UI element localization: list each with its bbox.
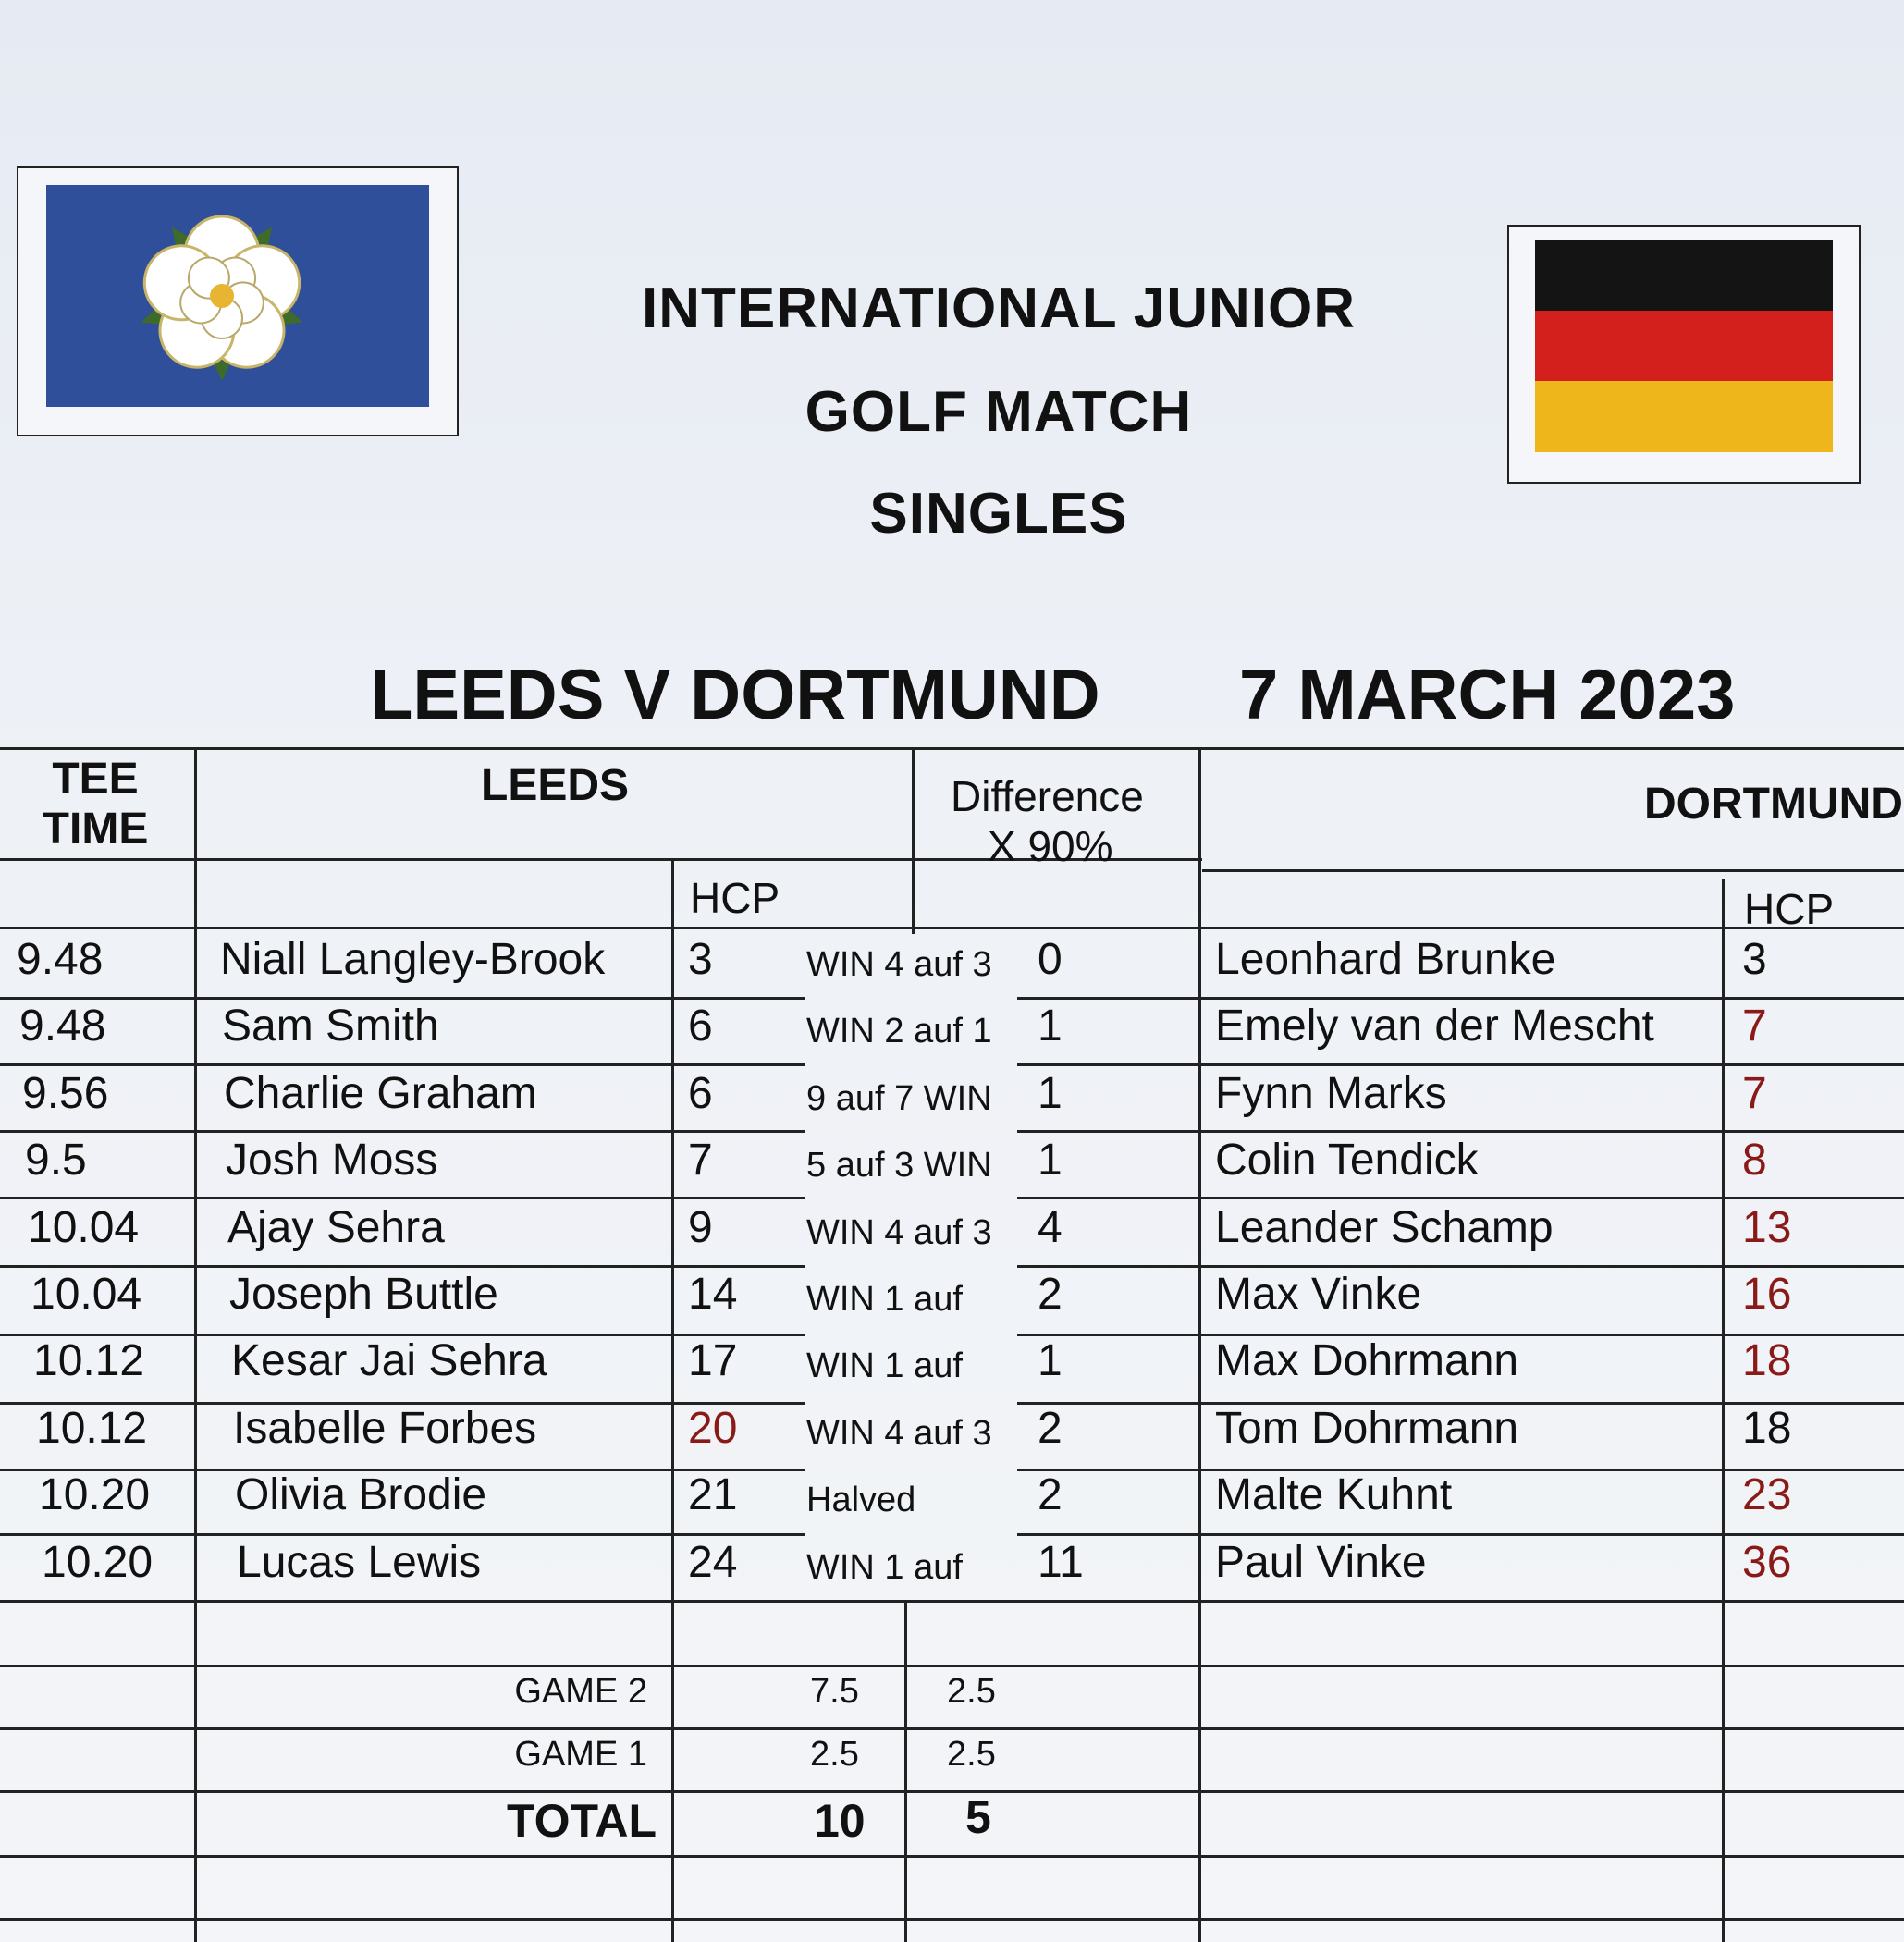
grid-vline-diff-left (912, 749, 915, 934)
dortmund-player-cell: Max Vinke (1215, 1270, 1422, 1319)
leeds-player-cell: Sam Smith (222, 1002, 439, 1051)
leeds-player-cell: Lucas Lewis (237, 1537, 482, 1587)
grid-row-line (0, 997, 805, 1000)
grid-row-line-right (1017, 1665, 1904, 1667)
grid-header-line-right (1202, 869, 1904, 872)
grid-row-line (0, 1665, 805, 1667)
dortmund-hcp-cell: 8 (1742, 1136, 1767, 1186)
dortmund-hcp-cell: 18 (1742, 1336, 1792, 1386)
difference-cell: 0 (1038, 935, 1063, 984)
difference-cell: 2 (1038, 1470, 1063, 1520)
tee-time-cell: 10.12 (33, 1336, 145, 1386)
col-header-dortmund: DORTMUND (1644, 780, 1903, 829)
grid-row-line-right (1017, 1063, 1904, 1066)
dortmund-player-cell: Paul Vinke (1215, 1537, 1427, 1587)
col-header-leeds-hcp: HCP (690, 874, 780, 922)
summary-label: GAME 1 (514, 1735, 647, 1774)
title-line-3: SINGLES (869, 482, 1128, 546)
grid-vline-tee (194, 747, 197, 1942)
dortmund-player-cell: Emely van der Mescht (1215, 1002, 1654, 1051)
grid-row-line-mid (805, 1727, 1017, 1730)
total-leeds-score: 10 (814, 1795, 866, 1847)
difference-cell: 2 (1038, 1270, 1063, 1319)
col-header-time: TIME (42, 805, 149, 854)
total-label: TOTAL (506, 1795, 657, 1847)
grid-top-line (0, 747, 1904, 750)
dortmund-hcp-cell: 13 (1742, 1202, 1792, 1252)
grid-row-line (0, 1063, 805, 1066)
summary-leeds-score: 7.5 (810, 1672, 859, 1711)
grid-row-line (0, 1790, 805, 1793)
difference-cell: 1 (1038, 1002, 1063, 1051)
grid-vline-dortmund (1198, 749, 1201, 1942)
leeds-hcp-cell: 9 (688, 1202, 713, 1252)
grid-vline-summary (904, 1600, 907, 1942)
col-header-x90: X 90% (988, 822, 1113, 870)
leeds-player-cell: Ajay Sehra (227, 1202, 445, 1252)
flag-stripe-red (1535, 311, 1833, 382)
leeds-player-cell: Kesar Jai Sehra (231, 1336, 547, 1386)
difference-cell: 1 (1038, 1068, 1063, 1118)
col-header-dortmund-hcp: HCP (1744, 885, 1835, 933)
grid-vline-leeds-hcp (671, 860, 674, 1942)
grid-row-line-right (1017, 1918, 1904, 1921)
grid-row-line (0, 1533, 805, 1536)
leeds-player-cell: Olivia Brodie (235, 1470, 487, 1520)
flag-stripe-black (1535, 240, 1833, 311)
leeds-hcp-cell: 21 (688, 1470, 738, 1520)
summary-label: GAME 2 (514, 1672, 647, 1711)
flag-stripe-gold (1535, 381, 1833, 452)
dortmund-hcp-cell: 23 (1742, 1470, 1792, 1520)
title-line-1: INTERNATIONAL JUNIOR (641, 277, 1357, 340)
result-cell: Halved (806, 1481, 916, 1520)
leeds-hcp-cell: 3 (688, 935, 713, 984)
col-header-tee: TEE (52, 755, 139, 804)
grid-row-line-right (1017, 1265, 1904, 1268)
grid-row-line-right (1017, 1600, 1904, 1603)
summary-dortmund-score: 2.5 (947, 1735, 996, 1774)
result-cell: WIN 4 auf 3 (806, 1413, 992, 1453)
dortmund-player-cell: Max Dohrmann (1215, 1336, 1519, 1386)
dortmund-hcp-cell: 16 (1742, 1270, 1792, 1319)
result-cell: WIN 4 auf 3 (806, 1212, 992, 1252)
summary-leeds-score: 2.5 (810, 1735, 859, 1774)
match-date: 7 MARCH 2023 (1239, 656, 1736, 734)
white-rose-icon (46, 185, 429, 407)
leeds-hcp-cell: 14 (688, 1270, 738, 1319)
result-cell: WIN 4 auf 3 (806, 945, 992, 984)
grid-row-line-mid (805, 1600, 1017, 1603)
result-cell: WIN 1 auf (806, 1280, 963, 1319)
match-title: LEEDS V DORTMUND (370, 656, 1100, 734)
col-header-leeds: LEEDS (481, 761, 630, 810)
tee-time-cell: 10.20 (39, 1470, 151, 1520)
summary-dortmund-score: 2.5 (947, 1672, 996, 1711)
leeds-player-cell: Isabelle Forbes (233, 1403, 537, 1453)
grid-row-line (0, 1855, 805, 1858)
grid-row-line (0, 1918, 805, 1921)
grid-row-line-mid (805, 1918, 1017, 1921)
tee-time-cell: 9.5 (25, 1136, 87, 1186)
result-cell: WIN 1 auf (806, 1547, 963, 1587)
leeds-player-cell: Charlie Graham (224, 1068, 537, 1118)
dortmund-player-cell: Leander Schamp (1215, 1202, 1554, 1252)
difference-cell: 1 (1038, 1336, 1063, 1386)
result-cell: WIN 2 auf 1 (806, 1012, 992, 1051)
total-dortmund-score: 5 (965, 1791, 991, 1843)
grid-hcp-line (0, 927, 1904, 929)
grid-row-line-right (1017, 1790, 1904, 1793)
yorkshire-rose-flag-icon (17, 166, 459, 436)
col-header-difference: Difference (951, 772, 1144, 820)
dortmund-hcp-cell: 18 (1742, 1403, 1792, 1453)
grid-row-line (0, 1197, 805, 1199)
difference-cell: 2 (1038, 1403, 1063, 1453)
leeds-hcp-cell: 6 (688, 1002, 713, 1051)
leeds-hcp-cell: 17 (688, 1336, 738, 1386)
grid-row-line-right (1017, 1197, 1904, 1199)
difference-cell: 11 (1038, 1537, 1084, 1587)
leeds-player-cell: Niall Langley-Brook (220, 935, 606, 984)
tee-time-cell: 9.48 (19, 1002, 106, 1051)
grid-row-line-right (1017, 1727, 1904, 1730)
grid-row-line-right (1017, 1130, 1904, 1133)
yorkshire-flag-field (46, 185, 429, 407)
result-cell: 9 auf 7 WIN (806, 1078, 992, 1118)
tee-time-cell: 10.12 (36, 1403, 148, 1453)
grid-vline-dortmund-hcp (1722, 879, 1725, 1942)
tee-time-cell: 9.48 (17, 935, 104, 984)
difference-cell: 1 (1038, 1136, 1063, 1186)
dortmund-player-cell: Fynn Marks (1215, 1068, 1447, 1118)
leeds-hcp-cell: 6 (688, 1068, 713, 1118)
result-cell: WIN 1 auf (806, 1346, 963, 1386)
title-line-2: GOLF MATCH (805, 380, 1193, 444)
dortmund-hcp-cell: 36 (1742, 1537, 1792, 1587)
difference-cell: 4 (1038, 1202, 1063, 1252)
leeds-hcp-cell: 24 (688, 1537, 738, 1587)
tee-time-cell: 9.56 (22, 1068, 109, 1118)
grid-row-line (0, 1727, 805, 1730)
dortmund-hcp-cell: 7 (1742, 1068, 1767, 1118)
grid-row-line (0, 1265, 805, 1268)
dortmund-player-cell: Leonhard Brunke (1215, 935, 1556, 984)
tee-time-cell: 10.20 (42, 1537, 154, 1587)
grid-row-line-right (1017, 1855, 1904, 1858)
dortmund-player-cell: Malte Kuhnt (1215, 1470, 1453, 1520)
grid-row-line-right (1017, 997, 1904, 1000)
leeds-player-cell: Josh Moss (226, 1136, 438, 1186)
germany-flag-icon (1507, 225, 1861, 484)
tee-time-cell: 10.04 (31, 1270, 142, 1319)
germany-flag-field (1535, 240, 1833, 452)
dortmund-player-cell: Colin Tendick (1215, 1136, 1479, 1186)
tee-time-cell: 10.04 (28, 1202, 140, 1252)
leeds-hcp-cell: 20 (688, 1403, 738, 1453)
grid-row-line-mid (805, 1665, 1017, 1667)
grid-row-line-right (1017, 1533, 1904, 1536)
dortmund-hcp-cell: 3 (1742, 935, 1767, 984)
grid-row-line-mid (805, 1855, 1017, 1858)
dortmund-hcp-cell: 7 (1742, 1002, 1767, 1051)
result-cell: 5 auf 3 WIN (806, 1146, 992, 1186)
grid-row-line (0, 1600, 805, 1603)
grid-row-line (0, 1130, 805, 1133)
leeds-hcp-cell: 7 (688, 1136, 713, 1186)
dortmund-player-cell: Tom Dohrmann (1215, 1403, 1519, 1453)
leeds-player-cell: Joseph Buttle (229, 1270, 498, 1319)
